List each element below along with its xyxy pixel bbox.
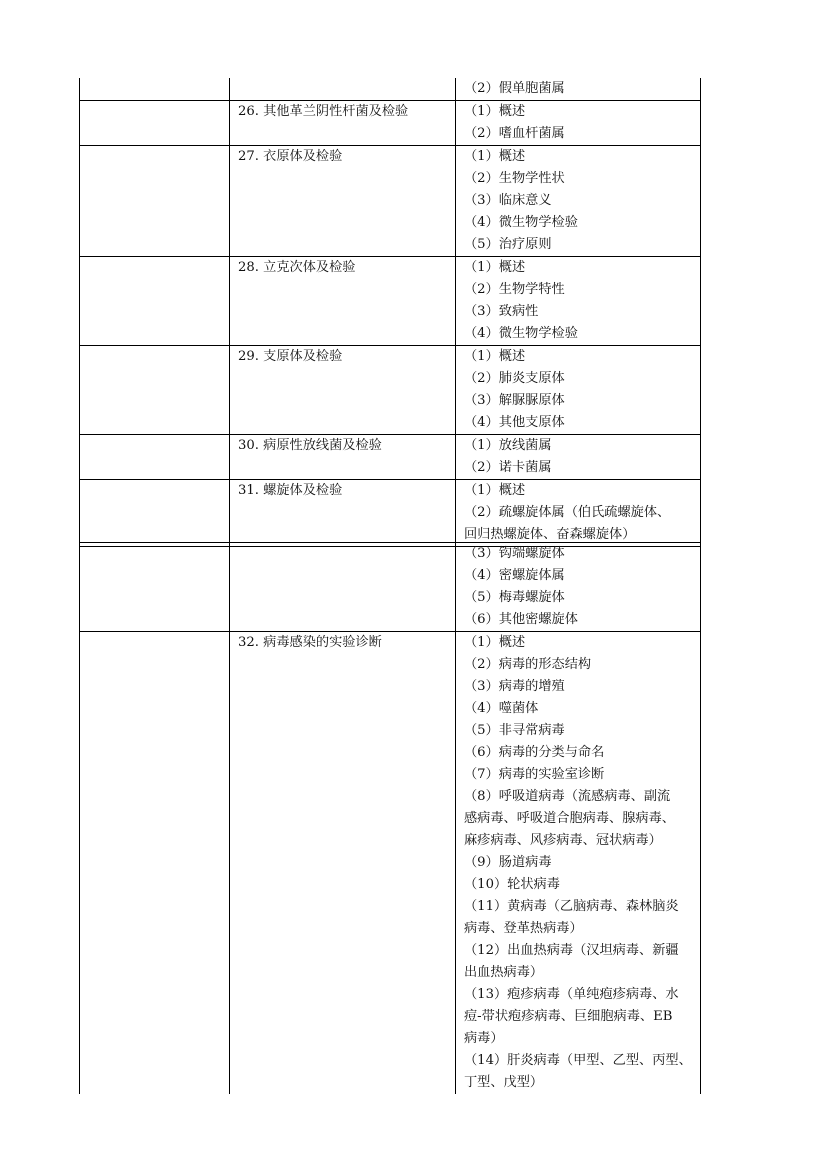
subtopic-item: （2）生物学性状 — [464, 171, 565, 186]
category-cell — [80, 101, 230, 146]
subtopic-item: （1）概述 — [464, 635, 526, 650]
table-row — [80, 632, 701, 1095]
subtopic-item: （3）钩端螺旋体 — [464, 546, 565, 561]
syllabus-table-bottom — [79, 542, 701, 1094]
topic-title: 32. 病毒感染的实验诊断 — [238, 635, 382, 650]
subtopic-item: （4）密螺旋体属 — [464, 568, 565, 583]
table-row — [80, 101, 701, 146]
subtopic-item: （3）致病性 — [464, 304, 539, 319]
subtopic-cell — [456, 435, 701, 480]
subtopic-item: （4）噬菌体 — [464, 701, 539, 716]
subtopic-cell — [456, 101, 701, 146]
topic-cell — [230, 78, 456, 101]
table-row — [80, 543, 701, 632]
table-row — [80, 480, 701, 547]
subtopic-item: （1）概述 — [464, 483, 526, 498]
subtopic-item: （1）概述 — [464, 349, 526, 364]
subtopic-item: （8）呼吸道病毒（流感病毒、副流 感病毒、呼吸道合胞病毒、腺病毒、 麻疹病毒、风疹病毒、冠状病毒） — [464, 789, 675, 848]
table-row — [80, 435, 701, 480]
topic-title: 31. 螺旋体及检验 — [238, 483, 343, 498]
topic-cell — [230, 257, 456, 346]
category-cell — [80, 543, 230, 632]
subtopic-item: （2）生物学特性 — [464, 282, 565, 297]
subtopic-cell — [456, 480, 701, 547]
syllabus-table-body — [80, 543, 701, 1095]
subtopic-item: （14）肝炎病毒（甲型、乙型、丙型、 丁型、戊型） — [464, 1053, 692, 1090]
subtopic-item: （1）放线菌属 — [464, 438, 552, 453]
category-cell — [80, 78, 230, 101]
subtopic-cell — [456, 146, 701, 257]
subtopic-item: （3）解脲脲原体 — [464, 393, 565, 408]
subtopic-cell — [456, 257, 701, 346]
subtopic-cell — [456, 346, 701, 435]
subtopic-item: （2）假单胞菌属 — [464, 81, 565, 96]
subtopic-item: （13）疱疹病毒（单纯疱疹病毒、水 痘-带状疱疹病毒、巨细胞病毒、EB 病毒） — [464, 987, 679, 1046]
table-row — [80, 78, 701, 101]
subtopic-item: （3）临床意义 — [464, 193, 552, 208]
subtopic-item: （2）诺卡菌属 — [464, 460, 552, 475]
subtopic-item: （6）病毒的分类与命名 — [464, 745, 605, 760]
category-cell — [80, 435, 230, 480]
subtopic-item: （1）概述 — [464, 149, 526, 164]
subtopic-item: （11）黄病毒（乙脑病毒、森林脑炎 病毒、登革热病毒） — [464, 899, 679, 936]
topic-cell — [230, 146, 456, 257]
topic-title: 28. 立克次体及检验 — [238, 260, 356, 275]
subtopic-item: （4）微生物学检验 — [464, 215, 578, 230]
subtopic-item: （2）肺炎支原体 — [464, 371, 565, 386]
table-row — [80, 346, 701, 435]
topic-title: 30. 病原性放线菌及检验 — [238, 438, 382, 453]
topic-cell — [230, 346, 456, 435]
subtopic-item: （4）其他支原体 — [464, 415, 565, 430]
subtopic-item: （12）出血热病毒（汉坦病毒、新疆 出血热病毒） — [464, 943, 679, 980]
subtopic-item: （6）其他密螺旋体 — [464, 612, 578, 627]
subtopic-item: （1）概述 — [464, 104, 526, 119]
table-row — [80, 257, 701, 346]
syllabus-table-top — [79, 78, 701, 547]
subtopic-item: （5）非寻常病毒 — [464, 723, 565, 738]
subtopic-item: （7）病毒的实验室诊断 — [464, 767, 605, 782]
topic-cell — [230, 101, 456, 146]
subtopic-item: （2）嗜血杆菌属 — [464, 126, 565, 141]
category-cell — [80, 346, 230, 435]
subtopic-cell — [456, 632, 701, 1095]
table-row — [80, 146, 701, 257]
subtopic-item: （5）治疗原则 — [464, 237, 552, 252]
subtopic-item: （2）病毒的形态结构 — [464, 657, 592, 672]
subtopic-item: （9）肠道病毒 — [464, 855, 552, 870]
category-cell — [80, 257, 230, 346]
subtopic-item: （3）病毒的增殖 — [464, 679, 565, 694]
topic-cell — [230, 543, 456, 632]
subtopic-item: （5）梅毒螺旋体 — [464, 590, 565, 605]
subtopic-cell — [456, 78, 701, 101]
topic-title: 29. 支原体及检验 — [238, 349, 343, 364]
topic-cell — [230, 480, 456, 547]
subtopic-item: （2）疏螺旋体属（伯氏疏螺旋体、 回归热螺旋体、奋森螺旋体） — [464, 505, 671, 542]
topic-cell — [230, 632, 456, 1095]
subtopic-item: （1）概述 — [464, 260, 526, 275]
syllabus-table-body — [80, 78, 701, 547]
topic-cell — [230, 435, 456, 480]
category-cell — [80, 480, 230, 547]
subtopic-cell — [456, 543, 701, 632]
category-cell — [80, 632, 230, 1095]
topic-title: 27. 衣原体及检验 — [238, 149, 343, 164]
topic-title: 26. 其他革兰阴性杆菌及检验 — [238, 104, 409, 119]
subtopic-item: （10）轮状病毒 — [464, 877, 560, 892]
subtopic-item: （4）微生物学检验 — [464, 326, 578, 341]
category-cell — [80, 146, 230, 257]
